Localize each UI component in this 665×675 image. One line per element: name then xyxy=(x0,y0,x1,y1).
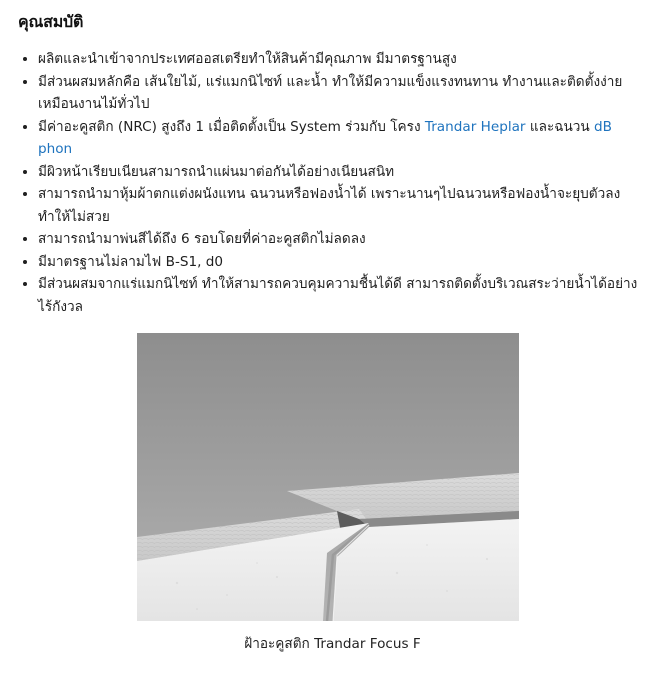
feature-item xyxy=(38,183,648,228)
feature-text: สามารถนำมาพ่นสีได้ถึง 6 รอบโดยที่ค่าอะคูสติกไม่ลดลง xyxy=(38,231,366,247)
feature-list xyxy=(20,48,648,318)
feature-item xyxy=(38,273,648,318)
feature-text: และฉนวน xyxy=(525,118,595,135)
feature-text: มีค่าอะคูสติก (NRC) สูงถึง 1 เมื่อติดตั้งเป็น System ร่วมกับ โครง xyxy=(38,118,425,135)
feature-text: มีผิวหน้าเรียบเนียนสามารถนำแผ่นมาต่อกันได้อย่างเนียนสนิท xyxy=(38,163,395,180)
feature-item xyxy=(38,161,648,184)
feature-text: มีส่วนผสมจากแร่แมกนิไซท์ ทำให้สามารถควบคุมความชื้นได้ดี สามารถติดตั้งบริเวณสระว่ายน้ำได้อย่างไร้กังวล xyxy=(38,276,638,315)
feature-item xyxy=(38,48,648,71)
feature-text: สามารถนำมาหุ้มผ้าตกแต่งผนังแทน ฉนวนหรือฟองน้ำได้ เพราะนานๆไปฉนวนหรือฟองน้ำจะยุบตัวลง ทำให้ไม่สวย xyxy=(38,186,621,225)
feature-item xyxy=(38,228,648,251)
feature-item xyxy=(38,71,648,116)
feature-text: ผลิตและนำเข้าจากประเทศออสเตรียทำให้สินค้ามีคุณภาพ มีมาตรฐานสูง xyxy=(38,51,457,67)
db-phon-link[interactable]: dB phon xyxy=(38,118,613,157)
product-photo xyxy=(137,333,519,621)
feature-text: มีส่วนผสมหลักคือ เส้นใยไม้, แร่แมกนิไซท์ และน้ำ ทำให้มีความแข็งแรงทนทาน ทำงานและติดตั้งง่ายเหมือนงานไม้ทั่วไป xyxy=(38,73,623,112)
feature-item xyxy=(38,116,648,161)
section-heading: คุณสมบัติ xyxy=(18,12,84,31)
figure-caption: ฝ้าอะคูสติก Trandar Focus F xyxy=(244,636,421,652)
feature-text: มีมาตรฐานไม่ลามไฟ B-S1, d0 xyxy=(38,253,224,270)
trandar-heplar-link[interactable]: Trandar Heplar xyxy=(424,118,526,135)
feature-item xyxy=(38,251,648,274)
